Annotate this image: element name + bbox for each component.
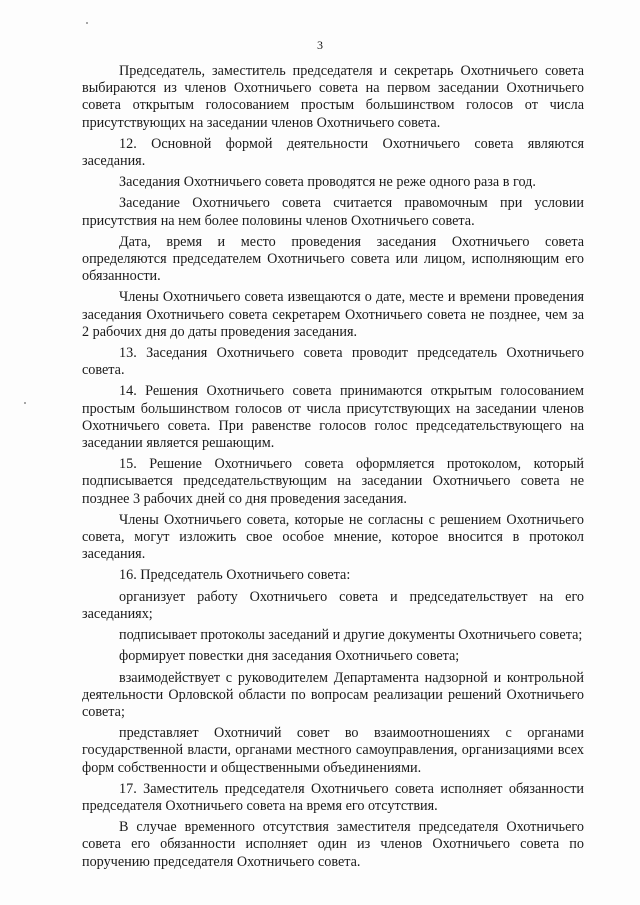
scan-speck [86,22,88,24]
scan-speck [24,402,26,404]
paragraph-chairman-represents: представляет Охотничий совет во взаимоотношениях с органами государственной власти, органами местного самоуправления, организациями всех форм собственности и общественными объединениями. [82,725,584,776]
paragraph-deputy-absence: В случае временного отсутствия заместителя председателя Охотничьего совета его обязанности исполняет один из членов Охотничьего совета по поручению председателя Охотничьего совета. [82,819,584,870]
paragraph-meeting-frequency: Заседания Охотничьего совета проводятся не реже одного раза в год. [119,174,536,191]
paragraph-chairman-organizes: организует работу Охотничьего совета и председательствует на его заседаниях; [82,588,584,622]
paragraph-13-chairing: 13. Заседания Охотничьего совета проводит председатель Охотничьего совета. [82,345,584,379]
page-number: 3 [317,38,323,52]
paragraph-officers-election: Председатель, заместитель председателя и секретарь Охотничьего совета выбираются из членов Охотничьего совета на первом заседании Охотничьего совета открытым голосованием простым большинством голосов от числа присутствующих на заседании членов Охотничьего совета. [82,63,584,131]
paragraph-16-chairman: 16. Председатель Охотничьего совета: [119,567,351,584]
paragraph-quorum: Заседание Охотничьего совета считается правомочным при условии присутствия на нем более половины членов Охотничьего совета. [82,195,584,229]
paragraph-chairman-signs: подписывает протоколы заседаний и другие документы Охотничьего совета; [119,627,583,644]
paragraph-14-decisions: 14. Решения Охотничьего совета принимаются открытым голосованием простым большинством голосов от числа присутствующих на заседании членов Охотничьего совета. При равенстве голосов голос председательствующего на заседании является решающим. [82,383,584,452]
paragraph-17-deputy: 17. Заместитель председателя Охотничьего совета исполняет обязанности председателя Охотничьего совета на время его отсутствия. [82,780,584,814]
paragraph-date-time-place: Дата, время и место проведения заседания Охотничьего совета определяются председателем Охотничьего совета или лицом, исполняющим его обязанности. [82,233,584,285]
paragraph-chairman-interacts: взаимодействует с руководителем Департамента надзорной и контрольной деятельности Орловской области по вопросам реализации решений Охотничьего совета; [82,669,584,720]
paragraph-15-protocol: 15. Решение Охотничьего совета оформляется протоколом, который подписывается председательствующим на заседании Охотничьего совета не позднее 3 рабочих дней со дня проведения заседания. [82,456,584,507]
document-body [82,63,584,875]
paragraph-12-main-form: 12. Основной формой деятельности Охотничьего совета являются заседания. [82,135,584,170]
paragraph-notification: Члены Охотничьего совета извещаются о дате, месте и времени проведения заседания Охотничьего совета секретарем Охотничьего совета не позднее, чем за 2 рабочих дня до даты проведения заседания. [82,289,584,340]
paragraph-dissent: Члены Охотничьего совета, которые не согласны с решением Охотничьего совета, могут изложить свое особое мнение, которое вносится в протокол заседания. [82,511,584,563]
paragraph-chairman-agenda: формирует повестки дня заседания Охотничьего совета; [119,648,460,665]
